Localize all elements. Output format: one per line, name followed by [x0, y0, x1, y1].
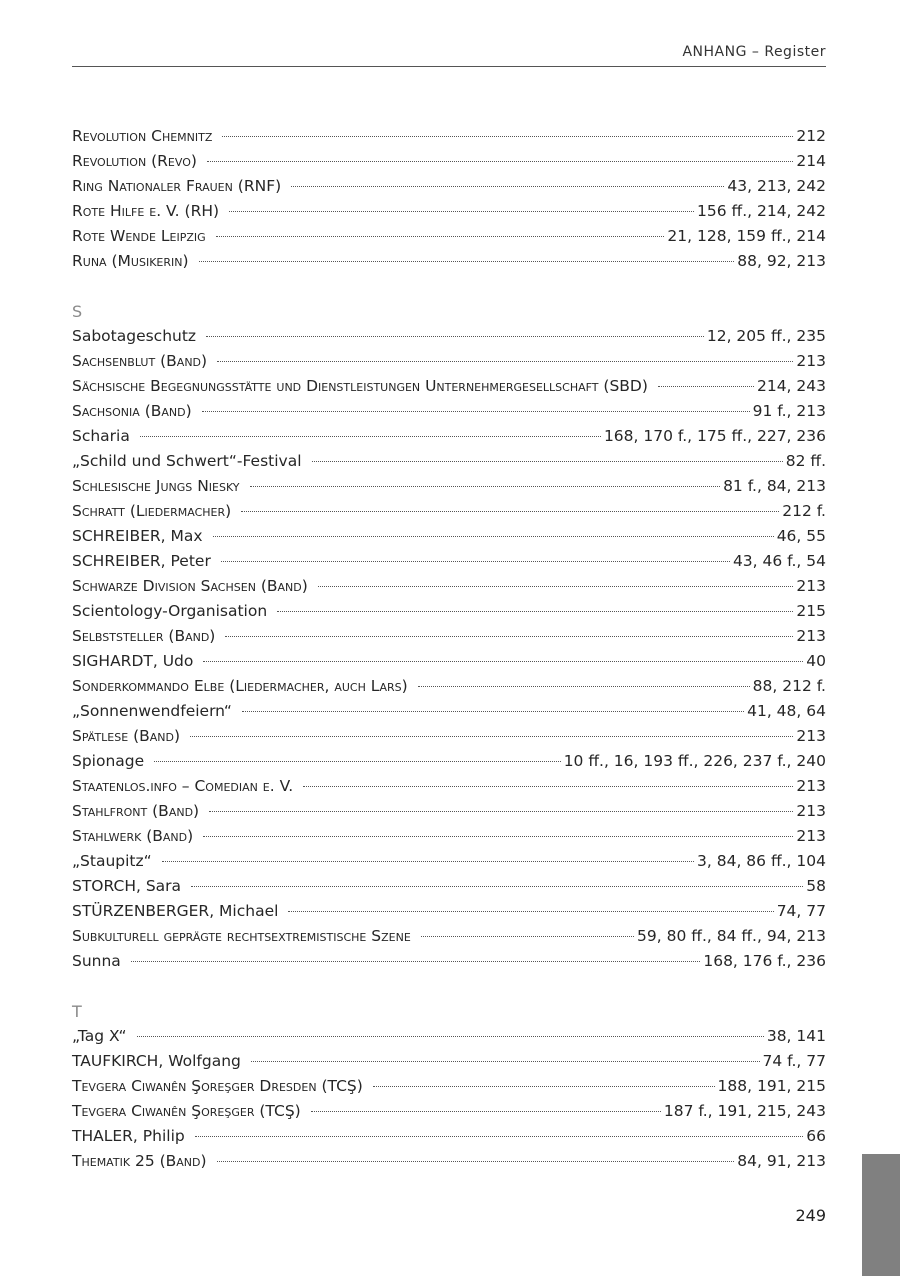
entry-pages: 66: [806, 1127, 826, 1145]
entry-pages: 40: [806, 652, 826, 670]
entry-pages: 215: [796, 602, 826, 620]
dot-leader: [221, 561, 730, 562]
entry-term: Scientology-Organisation: [72, 602, 268, 620]
entry-pages: 41, 48, 64: [747, 702, 826, 720]
entry-term: „Staupitz“: [72, 852, 152, 870]
index-entry: [72, 1049, 826, 1074]
dot-leader: [373, 1086, 715, 1087]
dot-leader: [137, 1036, 764, 1037]
entry-pages: 214: [796, 152, 826, 170]
entry-term: TAUFKIRCH, Wolfgang: [72, 1052, 241, 1070]
index-entry: [72, 449, 826, 474]
index-entry: [72, 324, 826, 349]
entry-pages: 213: [796, 727, 826, 745]
register-index: [72, 124, 826, 1174]
entry-term: Runa (Musikerin): [72, 252, 189, 270]
index-entry: [72, 374, 826, 399]
entry-term: SCHREIBER, Max: [72, 527, 203, 545]
entry-pages: 74, 77: [776, 902, 826, 920]
dot-leader: [199, 261, 735, 262]
entry-term: STÜRZENBERGER, Michael: [72, 902, 279, 920]
entry-term: „Tag X“: [72, 1027, 127, 1045]
section-letter: S: [72, 302, 83, 321]
index-entry: [72, 1099, 826, 1124]
entry-term: Selbststeller (Band): [72, 627, 216, 645]
dot-leader: [303, 786, 793, 787]
register-section: [72, 999, 826, 1174]
index-entry: [72, 849, 826, 874]
entry-term: Revolution Chemnitz: [72, 127, 213, 145]
entry-term: Sabotageschutz: [72, 327, 197, 345]
index-entry: [72, 124, 826, 149]
dot-leader: [206, 336, 704, 337]
dot-leader: [154, 761, 561, 762]
entry-pages: 3, 84, 86 ff., 104: [697, 852, 826, 870]
index-entry: [72, 474, 826, 499]
index-entry: [72, 599, 826, 624]
index-entry: [72, 749, 826, 774]
dot-leader: [207, 161, 793, 162]
page-number: 249: [795, 1206, 826, 1225]
index-entry: [72, 1124, 826, 1149]
index-entry: [72, 649, 826, 674]
index-entry: [72, 199, 826, 224]
entry-pages: 74 f., 77: [762, 1052, 826, 1070]
entry-term: Thematik 25 (Band): [72, 1152, 207, 1170]
index-entry: [72, 399, 826, 424]
entry-term: Rote Wende Leipzig: [72, 227, 206, 245]
index-entry: [72, 574, 826, 599]
entry-term: „Sonnenwendfeiern“: [72, 702, 232, 720]
entry-term: Ring Nationaler Frauen (RNF): [72, 177, 282, 195]
entry-term: Stahlfront (Band): [72, 802, 200, 820]
entry-pages: 81 f., 84, 213: [723, 477, 826, 495]
entry-term: SCHREIBER, Peter: [72, 552, 211, 570]
index-entry: [72, 699, 826, 724]
entry-term: Revolution (Revo): [72, 152, 197, 170]
index-entry: [72, 799, 826, 824]
dot-leader: [203, 836, 793, 837]
dot-leader: [191, 886, 803, 887]
dot-leader: [222, 136, 793, 137]
dot-leader: [312, 461, 783, 462]
entry-pages: 43, 213, 242: [727, 177, 826, 195]
index-entry: [72, 424, 826, 449]
entry-term: Tevgera Ciwanên Şoreşger (TCŞ): [72, 1102, 301, 1120]
dot-leader: [421, 936, 634, 937]
entry-pages: 88, 212 f.: [752, 677, 826, 695]
entry-term: Subkulturell geprägte rechtsextremistische Szene: [72, 927, 411, 945]
index-entry: [72, 674, 826, 699]
entry-term: Rote Hilfe e. V. (RH): [72, 202, 220, 220]
entry-pages: 156 ff., 214, 242: [697, 202, 826, 220]
thumb-index-tab: [862, 1154, 900, 1276]
index-entry: [72, 1024, 826, 1049]
dot-leader: [250, 486, 721, 487]
register-section: [72, 124, 826, 274]
index-entry: [72, 1149, 826, 1174]
dot-leader: [241, 511, 779, 512]
index-entry: [72, 549, 826, 574]
index-entry: [72, 724, 826, 749]
entry-pages: 168, 176 f., 236: [703, 952, 826, 970]
entry-term: Spätlese (Band): [72, 727, 181, 745]
dot-leader: [229, 211, 694, 212]
entry-term: Scharia: [72, 427, 130, 445]
section-letter: T: [72, 1002, 82, 1021]
dot-leader: [291, 186, 724, 187]
dot-leader: [202, 411, 750, 412]
entry-pages: 91 f., 213: [752, 402, 826, 420]
entry-pages: 213: [796, 802, 826, 820]
entry-pages: 214, 243: [756, 377, 826, 395]
entry-pages: 88, 92, 213: [737, 252, 826, 270]
dot-leader: [318, 586, 794, 587]
index-entry: [72, 349, 826, 374]
entry-term: Sachsonia (Band): [72, 402, 192, 420]
index-entry: [72, 524, 826, 549]
entry-pages: 43, 46 f., 54: [732, 552, 826, 570]
entry-term: Stahlwerk (Band): [72, 827, 194, 845]
entry-pages: 187 f., 191, 215, 243: [663, 1102, 826, 1120]
index-entry: [72, 899, 826, 924]
dot-leader: [225, 636, 793, 637]
entry-term: STORCH, Sara: [72, 877, 182, 895]
entry-term: Schwarze Division Sachsen (Band): [72, 577, 308, 595]
dot-leader: [195, 1136, 804, 1137]
index-entry: [72, 949, 826, 974]
index-entry: [72, 224, 826, 249]
dot-leader: [242, 711, 744, 712]
dot-leader: [217, 361, 793, 362]
entry-pages: 212 f.: [782, 502, 826, 520]
entry-term: Sächsische Begegnungsstätte und Dienstleistungen Unternehmergesellschaft (SBD): [72, 377, 648, 395]
entry-term: Spionage: [72, 752, 145, 770]
index-entry: [72, 924, 826, 949]
entry-term: SIGHARDT, Udo: [72, 652, 194, 670]
header-title: ANHANG – Register: [682, 44, 826, 60]
dot-leader: [311, 1111, 661, 1112]
index-entry: [72, 774, 826, 799]
entry-term: Schratt (Liedermacher): [72, 502, 232, 520]
entry-term: THALER, Philip: [72, 1127, 185, 1145]
entry-pages: 212: [796, 127, 826, 145]
entry-pages: 188, 191, 215: [717, 1077, 826, 1095]
entry-pages: 213: [796, 352, 826, 370]
index-entry: [72, 499, 826, 524]
index-entry: [72, 174, 826, 199]
entry-pages: 213: [796, 627, 826, 645]
dot-leader: [216, 236, 665, 237]
entry-pages: 10 ff., 16, 193 ff., 226, 237 f., 240: [563, 752, 826, 770]
index-entry: [72, 149, 826, 174]
entry-pages: 38, 141: [766, 1027, 826, 1045]
entry-pages: 21, 128, 159 ff., 214: [667, 227, 826, 245]
entry-pages: 84, 91, 213: [737, 1152, 826, 1170]
entry-term: Sunna: [72, 952, 121, 970]
dot-leader: [162, 861, 694, 862]
entry-pages: 58: [806, 877, 826, 895]
entry-pages: 168, 170 f., 175 ff., 227, 236: [603, 427, 826, 445]
index-entry: [72, 824, 826, 849]
entry-pages: 213: [796, 827, 826, 845]
index-entry: [72, 249, 826, 274]
entry-pages: 213: [796, 577, 826, 595]
register-section: [72, 299, 826, 974]
entry-pages: 82 ff.: [785, 452, 826, 470]
dot-leader: [209, 811, 793, 812]
entry-term: Sachsenblut (Band): [72, 352, 208, 370]
index-entry: [72, 874, 826, 899]
entry-pages: 59, 80 ff., 84 ff., 94, 213: [637, 927, 826, 945]
dot-leader: [288, 911, 773, 912]
entry-pages: 213: [796, 777, 826, 795]
dot-leader: [418, 686, 750, 687]
dot-leader: [658, 386, 754, 387]
entry-term: Staatenlos.info – Comedian e. V.: [72, 777, 294, 795]
dot-leader: [131, 961, 701, 962]
dot-leader: [251, 1061, 760, 1062]
index-entry: [72, 1074, 826, 1099]
dot-leader: [217, 1161, 735, 1162]
running-header: [72, 44, 826, 67]
dot-leader: [190, 736, 793, 737]
dot-leader: [203, 661, 803, 662]
entry-pages: 12, 205 ff., 235: [706, 327, 826, 345]
dot-leader: [213, 536, 774, 537]
entry-pages: 46, 55: [776, 527, 826, 545]
entry-term: Tevgera Ciwanên Şoreşger Dresden (TCŞ): [72, 1077, 363, 1095]
entry-term: Sonderkommando Elbe (Liedermacher, auch Lars): [72, 677, 408, 695]
dot-leader: [140, 436, 601, 437]
dot-leader: [277, 611, 793, 612]
entry-term: Schlesische Jungs Niesky: [72, 477, 240, 495]
entry-term: „Schild und Schwert“-Festival: [72, 452, 302, 470]
index-entry: [72, 624, 826, 649]
